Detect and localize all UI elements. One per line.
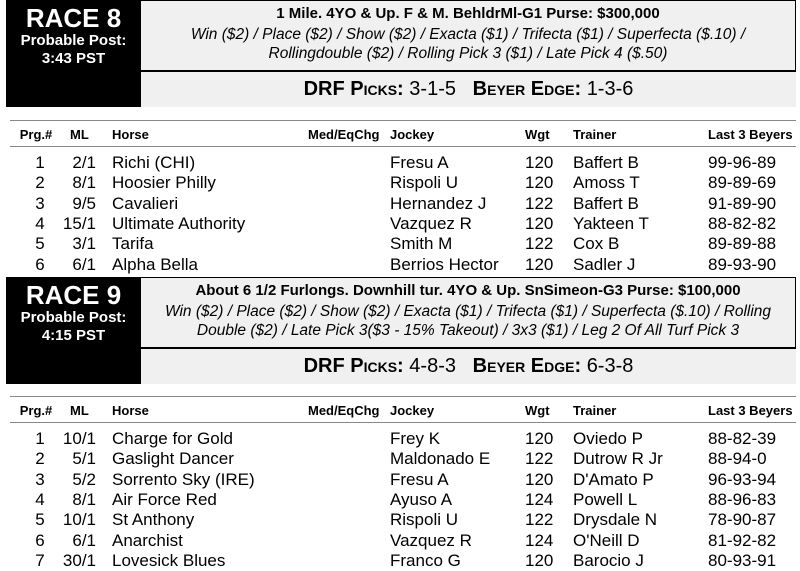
- last-three-beyers: 89-89-88: [708, 234, 777, 254]
- weight: 122: [525, 193, 554, 213]
- col-prg: Prg.#: [19, 403, 53, 418]
- weight: 120: [525, 429, 554, 448]
- divider: [10, 120, 796, 121]
- race-title: 1 Mile. 4YO & Up. F & M. BehldrMl-G1 Purse: $300,000: [276, 5, 660, 22]
- program-number: 1: [35, 153, 45, 172]
- table-row: [0, 531, 800, 551]
- last-three-beyers: 91-89-90: [708, 193, 777, 213]
- table-row: [0, 470, 800, 490]
- horse-name: Alpha Bella: [112, 254, 199, 274]
- col-wgt: Wgt: [525, 127, 550, 142]
- table-header: [0, 125, 800, 145]
- race-number: RACE 9: [25, 280, 122, 310]
- divider: [10, 396, 796, 397]
- col-ml: ML: [70, 403, 89, 418]
- weight: 120: [525, 213, 554, 233]
- jockey-name: Hernandez J: [390, 193, 487, 213]
- horse-name: Lovesick Blues: [112, 550, 226, 570]
- jockey-name: Vazquez R: [390, 530, 472, 550]
- col-horse: Horse: [112, 403, 149, 418]
- trainer-name: Baffert B: [573, 153, 639, 172]
- race-info-box: [141, 277, 796, 347]
- col-ml: ML: [70, 127, 89, 142]
- morning-line-odds: 3/1: [72, 234, 96, 254]
- weight: 122: [525, 449, 554, 469]
- beyer-edge-label: Beyer Edge:: [472, 355, 582, 377]
- last-three-beyers: 96-93-94: [708, 469, 777, 489]
- trainer-name: Dutrow R Jr: [573, 449, 663, 469]
- col-beyers: Last 3 Beyers: [708, 403, 793, 418]
- col-beyers: Last 3 Beyers: [708, 127, 793, 142]
- drf-picks-label: DRF Picks:: [303, 78, 404, 100]
- race-info-box: [141, 0, 796, 70]
- last-three-beyers: 80-93-91: [708, 550, 777, 570]
- probable-post-label: Probable Post:: [20, 309, 127, 326]
- weight: 120: [525, 469, 554, 489]
- divider: [10, 146, 796, 147]
- race-wagers: Win ($2) / Place ($2) / Show ($2) / Exacta ($1) / Trifecta ($1) / Superfecta ($.10) / Rollingdouble ($2) / Rolling Pick 3 ($1) / Late Pick 4 ($.50): [190, 26, 746, 62]
- probable-post-label: Probable Post:: [20, 32, 127, 49]
- morning-line-odds: 9/5: [72, 193, 96, 213]
- weight: 122: [525, 234, 554, 254]
- jockey-name: Rispoli U: [390, 173, 459, 193]
- morning-line-odds: 10/1: [62, 510, 96, 530]
- jockey-name: Frey K: [390, 429, 441, 448]
- program-number: 6: [35, 254, 45, 274]
- table-header: [0, 401, 800, 421]
- morning-line-odds: 6/1: [72, 254, 96, 274]
- morning-line-odds: 8/1: [72, 489, 96, 509]
- jockey-name: Rispoli U: [390, 510, 459, 530]
- divider: [10, 422, 796, 423]
- trainer-name: Powell L: [573, 489, 638, 509]
- horse-name: Cavalieri: [112, 193, 179, 213]
- col-prg: Prg.#: [19, 127, 53, 142]
- trainer-name: D'Amato P: [573, 469, 654, 489]
- col-wgt: Wgt: [525, 403, 550, 418]
- col-trainer: Trainer: [573, 127, 617, 142]
- race-title: About 6 1/2 Furlongs. Downhill tur. 4YO & Up. SnSimeon-G3 Purse: $100,000: [195, 282, 741, 299]
- weight: 120: [525, 153, 554, 172]
- trainer-name: O'Neill D: [573, 530, 640, 550]
- horse-name: Anarchist: [112, 530, 183, 550]
- morning-line-odds: 8/1: [72, 173, 96, 193]
- picks-bar: [141, 347, 796, 384]
- race-badge: [6, 277, 141, 384]
- weight: 122: [525, 510, 554, 530]
- last-three-beyers: 89-89-69: [708, 173, 777, 193]
- col-med: Med/EqChg: [308, 127, 380, 142]
- program-number: 3: [35, 193, 45, 213]
- horse-name: Sorrento Sky (IRE): [112, 469, 255, 489]
- horse-name: Gaslight Dancer: [112, 449, 234, 469]
- last-three-beyers: 88-94-0: [708, 449, 767, 469]
- col-jockey: Jockey: [390, 127, 435, 142]
- weight: 124: [525, 489, 554, 509]
- last-three-beyers: 99-96-89: [708, 153, 777, 172]
- post-time: 3:43 PST: [41, 50, 106, 67]
- jockey-name: Franco G: [390, 550, 461, 570]
- picks-bar: [141, 70, 796, 107]
- program-number: 3: [35, 469, 45, 489]
- beyer-edge-label: Beyer Edge:: [472, 78, 582, 100]
- program-number: 2: [35, 173, 45, 193]
- program-number: 6: [35, 530, 45, 550]
- trainer-name: Amoss T: [573, 173, 640, 193]
- morning-line-odds: 10/1: [62, 429, 96, 448]
- morning-line-odds: 5/2: [72, 469, 96, 489]
- morning-line-odds: 6/1: [72, 530, 96, 550]
- horse-name: Charge for Gold: [112, 429, 233, 448]
- jockey-name: Fresu A: [390, 469, 449, 489]
- drf-picks-label: DRF Picks:: [303, 355, 404, 377]
- table-row: [0, 153, 800, 173]
- program-number: 5: [35, 510, 45, 530]
- last-three-beyers: 81-92-82: [708, 530, 777, 550]
- table-row: [0, 194, 800, 214]
- table-row: [0, 510, 800, 530]
- table-row: [0, 234, 800, 254]
- trainer-name: Baffert B: [573, 193, 639, 213]
- col-horse: Horse: [112, 127, 149, 142]
- weight: 120: [525, 173, 554, 193]
- race-wagers: Win ($2) / Place ($2) / Show ($2) / Exacta ($1) / Trifecta ($1) / Superfecta ($.10) / Rolling Double ($2) / Late Pick 3($3 - 15% Takeout) / 3x3 ($1) / Leg 2 Of All Turf Pick 3: [164, 303, 772, 339]
- jockey-name: Smith M: [390, 234, 453, 254]
- last-three-beyers: 78-90-87: [708, 510, 777, 530]
- horse-name: St Anthony: [112, 510, 195, 530]
- table-row: [0, 449, 800, 469]
- jockey-name: Maldonado E: [390, 449, 491, 469]
- morning-line-odds: 5/1: [72, 449, 96, 469]
- morning-line-odds: 15/1: [62, 213, 96, 233]
- trainer-name: Yakteen T: [573, 213, 649, 233]
- jockey-name: Ayuso A: [390, 489, 453, 509]
- horse-name: Tarifa: [112, 234, 154, 254]
- col-jockey: Jockey: [390, 403, 435, 418]
- morning-line-odds: 2/1: [72, 153, 96, 172]
- last-three-beyers: 89-93-90: [708, 254, 777, 274]
- post-time: 4:15 PST: [41, 327, 106, 344]
- race-number: RACE 8: [25, 3, 122, 33]
- last-three-beyers: 88-96-83: [708, 489, 777, 509]
- trainer-name: Oviedo P: [573, 429, 643, 448]
- last-three-beyers: 88-82-39: [708, 429, 777, 448]
- beyer-edge-value: 6-3-8: [586, 355, 634, 377]
- drf-picks-value: 3-1-5: [409, 78, 456, 100]
- weight: 120: [525, 254, 554, 274]
- horse-name: Richi (CHI): [112, 153, 196, 172]
- table-row: [0, 214, 800, 234]
- trainer-name: Barocio J: [573, 550, 644, 570]
- weight: 124: [525, 530, 554, 550]
- jockey-name: Vazquez R: [390, 213, 472, 233]
- program-number: 7: [35, 550, 45, 570]
- last-three-beyers: 88-82-82: [708, 213, 777, 233]
- horse-name: Air Force Red: [112, 489, 217, 509]
- program-number: 2: [35, 449, 45, 469]
- program-number: 4: [35, 213, 45, 233]
- drf-picks-value: 4-8-3: [409, 355, 456, 377]
- horse-name: Hoosier Philly: [112, 173, 216, 193]
- trainer-name: Cox B: [573, 234, 620, 254]
- col-med: Med/EqChg: [308, 403, 380, 418]
- beyer-edge-value: 1-3-6: [586, 78, 634, 100]
- program-number: 5: [35, 234, 45, 254]
- horse-name: Ultimate Authority: [112, 213, 246, 233]
- table-row: [0, 429, 800, 449]
- table-row: [0, 490, 800, 510]
- jockey-name: Fresu A: [390, 153, 449, 172]
- table-row: [0, 255, 800, 275]
- trainer-name: Sadler J: [573, 254, 636, 274]
- race-badge: [6, 0, 141, 107]
- table-row: [0, 173, 800, 193]
- weight: 120: [525, 550, 554, 570]
- program-number: 1: [35, 429, 45, 448]
- jockey-name: Berrios Hector: [390, 254, 499, 274]
- col-trainer: Trainer: [573, 403, 617, 418]
- program-number: 4: [35, 489, 45, 509]
- morning-line-odds: 30/1: [62, 550, 96, 570]
- trainer-name: Drysdale N: [573, 510, 658, 530]
